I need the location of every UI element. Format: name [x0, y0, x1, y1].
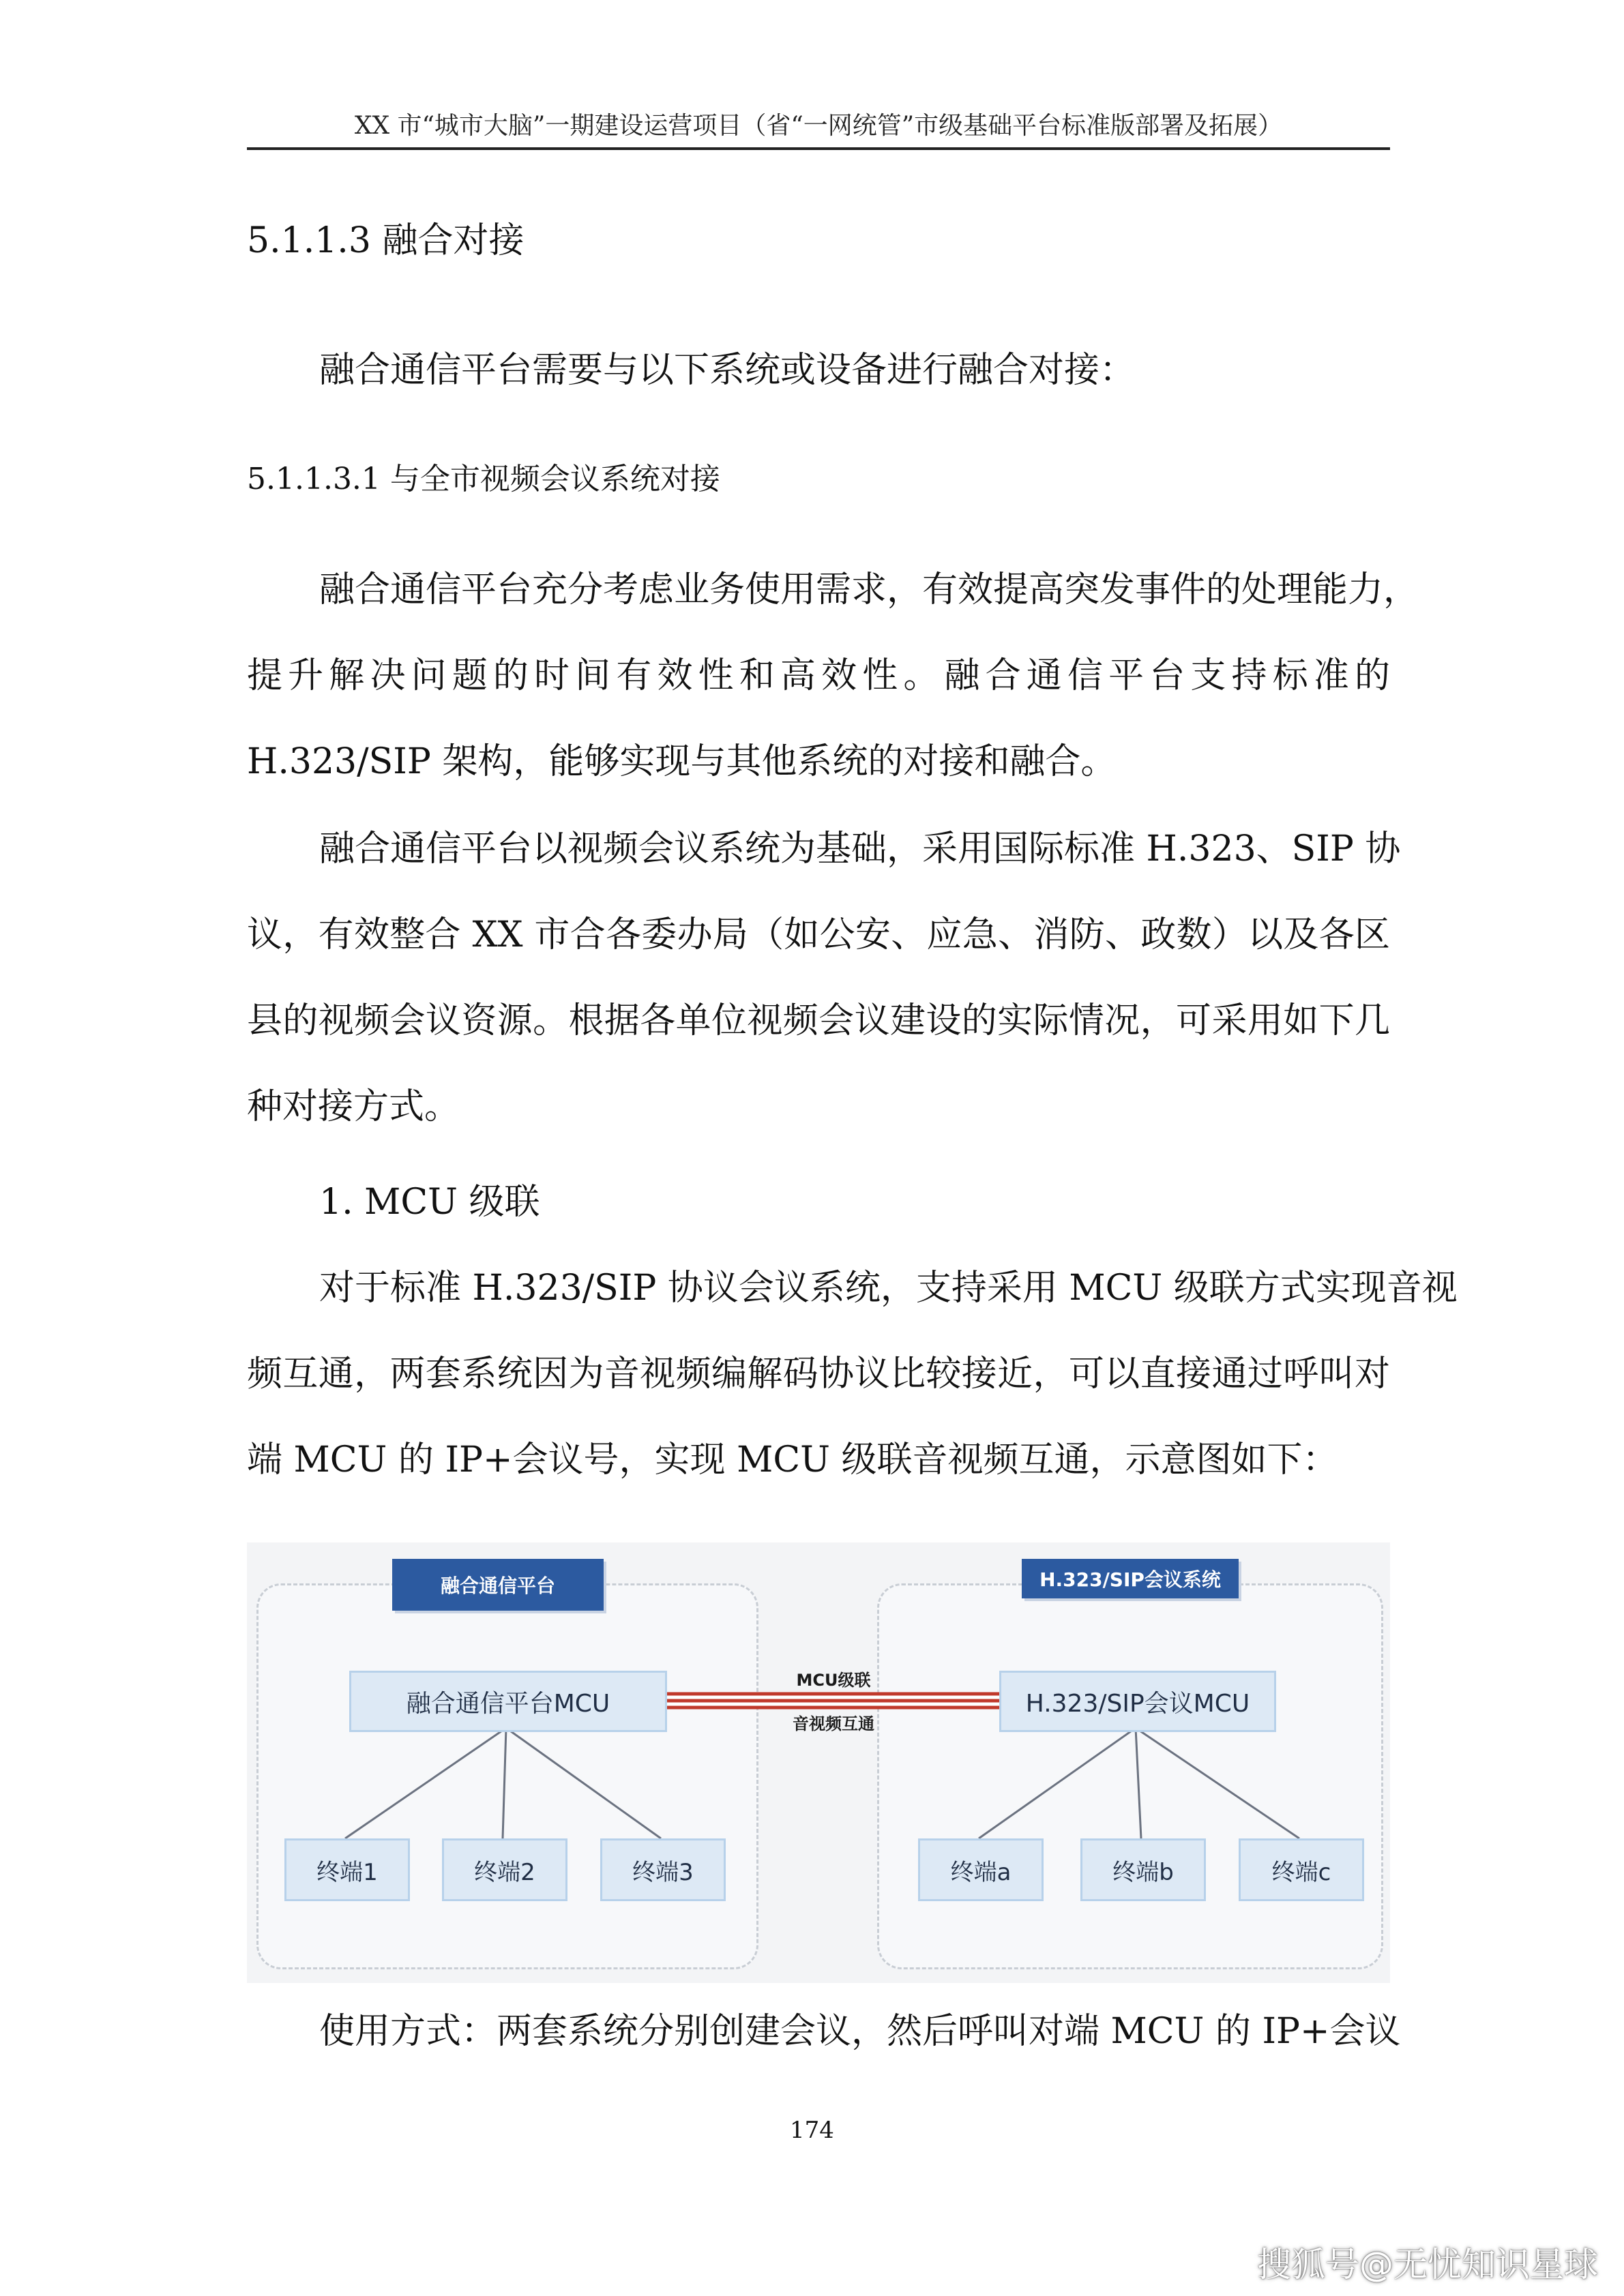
left-platform-tag: 融合通信平台: [392, 1559, 604, 1611]
paragraph-1-line-3: H.323/SIP 架构，能够实现与其他系统的对接和融合。: [247, 741, 1117, 782]
mcu-cascade-diagram: [247, 1542, 1390, 1983]
section-heading-5-1-1-3-1: 5.1.1.3.1 与全市视频会议系统对接: [247, 462, 720, 496]
paragraph-3-line-2: 频互通，两套系统因为音视频编解码协议比较接近，可以直接通过呼叫对: [247, 1354, 1390, 1395]
paragraph-2-line-4: 种对接方式。: [247, 1086, 460, 1127]
paragraph-3-line-1: 对于标准 H.323/SIP 协议会议系统，支持采用 MCU 级联方式实现音视: [319, 1268, 1458, 1309]
right-system-tag: H.323/SIP会议系统: [1022, 1559, 1239, 1598]
section-heading-5-1-1-3: 5.1.1.3 融合对接: [247, 220, 525, 261]
paragraph-1-line-1: 融合通信平台充分考虑业务使用需求，有效提高突发事件的处理能力，: [319, 569, 1419, 610]
paragraph-2-line-2: 议，有效整合 XX 市合各委办局（如公安、应急、消防、政数）以及各区: [247, 914, 1390, 955]
paragraph-3-line-3: 端 MCU 的 IP+会议号，实现 MCU 级联音视频互通，示意图如下：: [247, 1440, 1338, 1480]
wire-left-mcu-terminal-1: [345, 1728, 506, 1838]
wire-right-mcu-terminal-c: [1136, 1728, 1299, 1838]
list-item-mcu-cascade: 1. MCU 级联: [319, 1182, 540, 1223]
paragraph-1: [247, 547, 1419, 805]
paragraph-2: [247, 806, 1401, 1150]
page-number: 174: [790, 2117, 834, 2144]
paragraph-1-line-2: 提升解决问题的时间有效性和高效性。融合通信平台支持标准的: [247, 655, 1390, 696]
terminal-3-box: 终端3: [600, 1838, 726, 1901]
wire-left-mcu-terminal-3: [506, 1728, 661, 1838]
link-label-cascade: MCU级联: [796, 1671, 871, 1690]
wire-right-mcu-terminal-a: [979, 1728, 1136, 1838]
header-rule: [247, 147, 1390, 150]
watermark: 搜狐号@无忧知识星球: [1257, 2245, 1598, 2284]
paragraph-3: [247, 1245, 1458, 1503]
terminal-1-box: 终端1: [284, 1838, 410, 1901]
intro-paragraph: [247, 327, 1390, 413]
link-label-av-interop: 音视频互通: [793, 1714, 874, 1733]
wire-left-mcu-terminal-2: [503, 1728, 506, 1838]
terminal-c-box: 终端c: [1239, 1838, 1364, 1901]
paragraph-2-line-3: 县的视频会议资源。根据各单位视频会议建设的实际情况，可采用如下几: [247, 1000, 1390, 1041]
paragraph-2-line-1: 融合通信平台以视频会议系统为基础，采用国际标准 H.323、SIP 协: [319, 829, 1401, 869]
wire-right-mcu-terminal-b: [1136, 1728, 1141, 1838]
running-header: XX 市“城市大脑”一期建设运营项目（省“一网统管”市级基础平台标准版部署及拓展）: [354, 112, 1283, 140]
right-mcu-box: H.323/SIP会议MCU: [999, 1671, 1276, 1732]
terminal-a-box: 终端a: [918, 1838, 1044, 1901]
terminal-b-box: 终端b: [1080, 1838, 1206, 1901]
mcu-cascade-link: [663, 1693, 999, 1709]
intro-line: 融合通信平台需要与以下系统或设备进行融合对接：: [319, 350, 1136, 391]
left-mcu-box: 融合通信平台MCU: [349, 1671, 667, 1732]
terminal-2-box: 终端2: [442, 1838, 567, 1901]
paragraph-4-line-1: 使用方式：两套系统分别创建会议，然后呼叫对端 MCU 的 IP+会议: [319, 2011, 1401, 2052]
paragraph-4: [247, 1988, 1401, 2074]
